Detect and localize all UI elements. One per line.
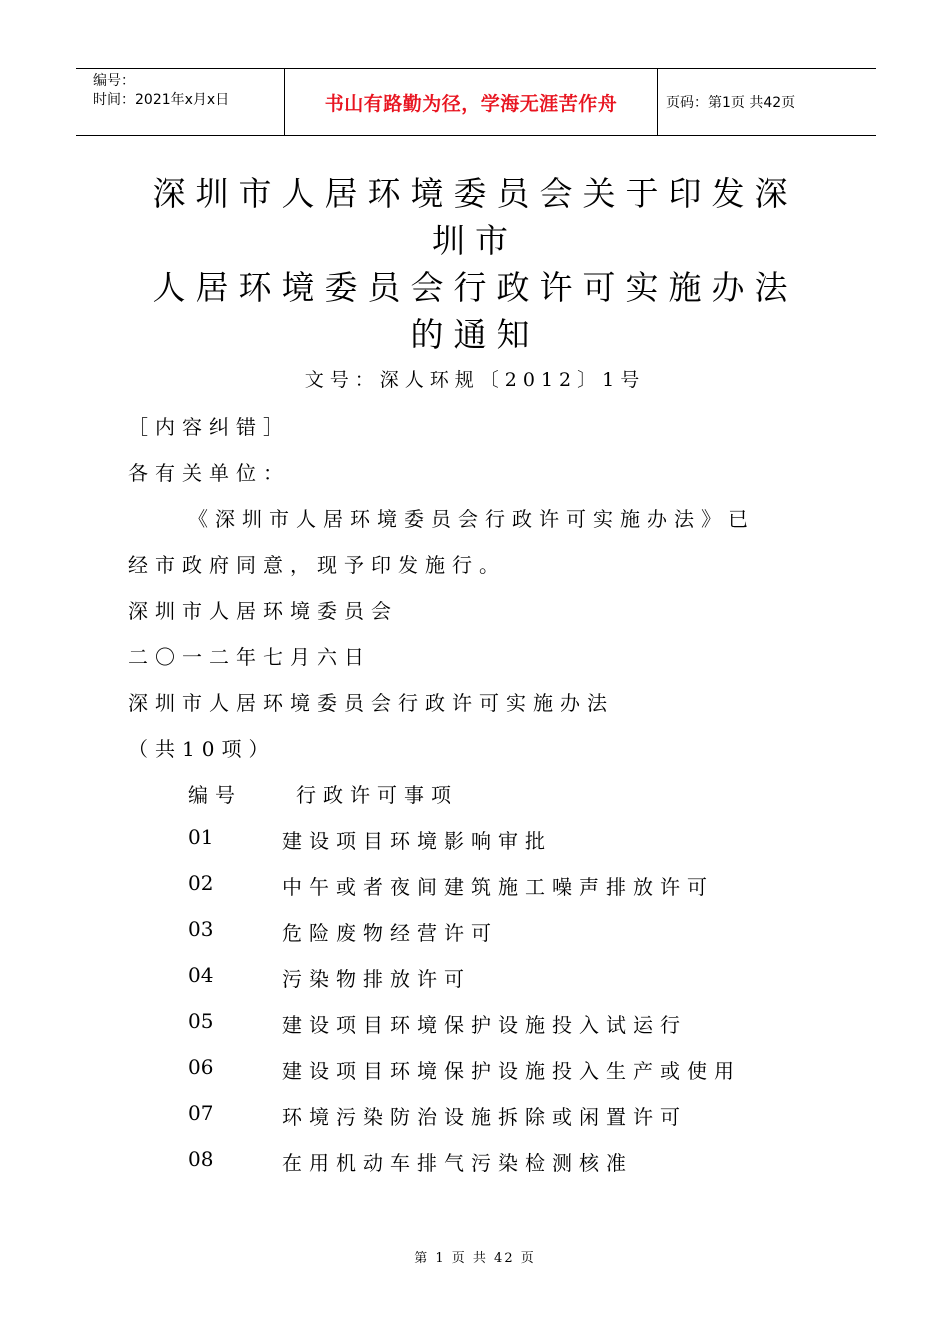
permit-num: 02 [188,871,214,895]
table-header-item: 行政许可事项 [296,783,458,807]
number-label: 编号： [93,73,135,89]
permit-num: 06 [188,1055,214,1079]
permit-item: 在用机动车排气污染检测核准 [282,1151,633,1175]
time-label: 时间：2021年x月x日 [93,92,230,108]
document-title [120,170,830,358]
table-header-num: 编号 [188,783,242,807]
page-header [76,68,876,136]
permit-item: 危险废物经营许可 [282,921,498,945]
document-number: 文号：深人环规〔2012〕1号 [304,369,646,391]
title-line-2: 圳市 [432,221,518,260]
issuer: 深圳市人居环境委员会 [128,599,398,623]
item-count: （共10项） [128,737,276,761]
title-line-4: 的通知 [410,315,540,354]
issue-date: 二〇一二年七月六日 [128,645,371,669]
permit-item: 污染物排放许可 [282,967,471,991]
permit-item: 中午或者夜间建筑施工噪声排放许可 [282,875,714,899]
title-line-1: 深圳市人居环境委员会关于印发深 [152,174,798,213]
permit-item: 建设项目环境保护设施投入试运行 [282,1013,687,1037]
title-line-3: 人居环境委员会行政许可实施办法 [152,268,798,307]
permit-num: 05 [188,1009,214,1033]
permit-num: 03 [188,917,214,941]
paragraph-line-2: 经市政府同意，现予印发施行。 [128,553,506,577]
salutation: 各有关单位： [128,461,290,485]
permit-num: 08 [188,1147,214,1171]
paragraph-line-1: 《深圳市人居环境委员会行政许可实施办法》已 [188,507,755,531]
header-page-info: 页码：第1页 共42页 [666,95,796,111]
correction-link[interactable]: ［内容纠错］ [128,415,290,439]
page-footer: 第 1 页 共 42 页 [414,1251,536,1266]
permit-num: 01 [188,825,214,849]
permit-item: 建设项目环境影响审批 [282,829,552,853]
permit-num: 07 [188,1101,214,1125]
permit-item: 环境污染防治设施拆除或闲置许可 [282,1105,687,1129]
header-motto: 书山有路勤为径，学海无涯苦作舟 [285,69,658,135]
permit-num: 04 [188,963,214,987]
list-title: 深圳市人居环境委员会行政许可实施办法 [128,691,614,715]
permit-item: 建设项目环境保护设施投入生产或使用 [282,1059,741,1083]
header-meta [76,69,285,135]
